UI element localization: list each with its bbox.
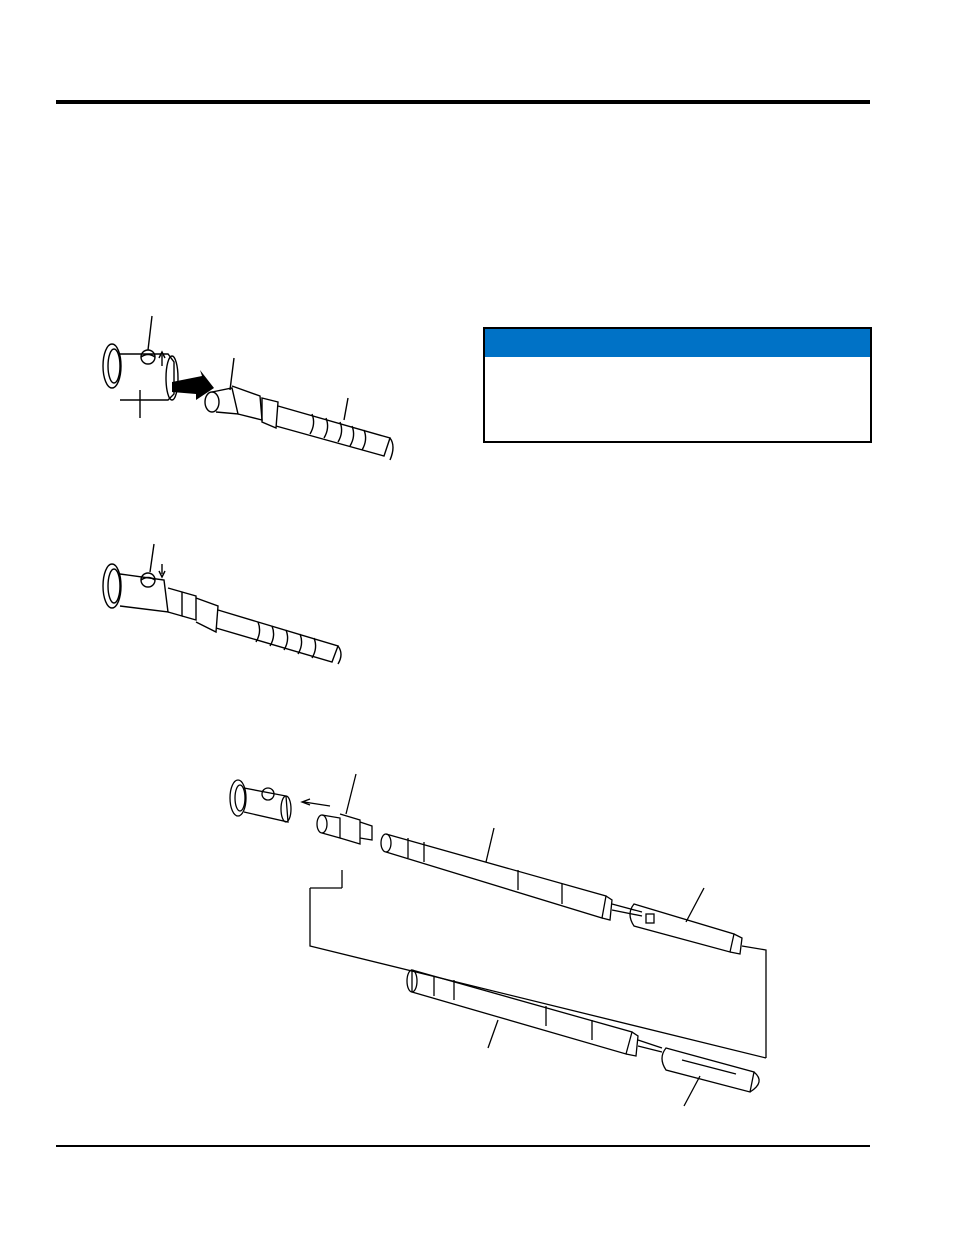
hose-locked-figure (98, 540, 358, 665)
notice-box (483, 327, 872, 443)
flexible-shaft-exploded-figure (222, 770, 782, 1110)
header-rule (56, 100, 870, 104)
footer-rule (56, 1145, 870, 1147)
hose-connect-figure (90, 310, 410, 470)
notice-header (485, 329, 870, 357)
